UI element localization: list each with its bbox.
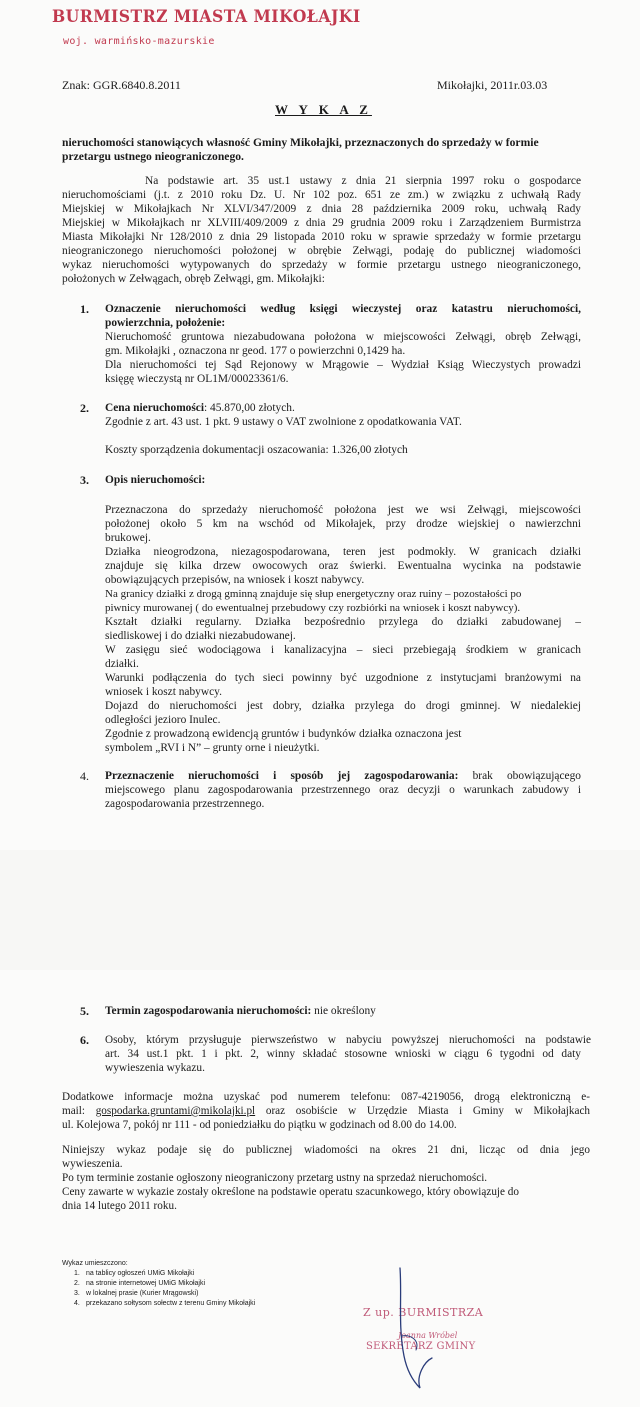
section-2-price-line — [105, 401, 581, 415]
footnote-item-number: 4. — [74, 1300, 80, 1307]
signature-stamp-name: Joanna Wróbel — [398, 1331, 458, 1340]
section-4-number: 4. — [80, 769, 89, 783]
closing-line: Ceny zawarte w wykazie zostały określone na podstawie operatu szacunkowego, który obowiązuje do — [62, 1186, 519, 1198]
section-3-line: W zasięgu sieć wodociągowa i kanalizacyjna – sieci przebiegają środkiem w granicach — [105, 644, 581, 656]
intro-line: Miasta Mikołajki Nr 128/2010 z dnia 29 listopada 2010 roku w sprawie sprzedaży w formie przetargu — [62, 231, 581, 243]
contact-email-label: mail: — [62, 1105, 96, 1117]
section-1-number: 1. — [80, 302, 89, 316]
section-5-number: 5. — [80, 1004, 89, 1018]
section-6-number: 6. — [80, 1033, 89, 1047]
section-3-line: Warunki podłączenia do tych sieci powinny być uzgodnione z instytucjami branżowymi na — [105, 672, 581, 684]
section-5-value: nie określony — [311, 1005, 376, 1017]
section-4-line: miejscowego planu zagospodarowania przestrzennego oraz decyzji o warunkach zabudowy i — [105, 784, 581, 796]
intro-line: nieruchomościami (j.t. z 2010 roku Dz. U. Nr 102 poz. 651 ze zm.) w związku z uchwałą Rady — [62, 189, 581, 201]
document-date: Mikołajki, 2011r.03.03 — [437, 78, 548, 92]
section-3-line: odległości jezioro Inulec. — [105, 714, 221, 726]
paper-band — [0, 850, 640, 970]
subtitle-line-1: nieruchomości stanowiących własność Gminy Mikołajki, przeznaczonych do sprzedaży w formie — [62, 136, 539, 149]
section-2-vat: Zgodnie z art. 43 ust. 1 pkt. 9 ustawy o VAT zwolnione z opodatkowania VAT. — [105, 416, 462, 428]
document-title: W Y K A Z — [275, 102, 372, 117]
section-3-line: wniosek i koszt nabywcy. — [105, 686, 222, 698]
section-3-line: piwnicy murowanej ( do ewentualnej przebudowy czy rozbiórki na wniosek i koszt nabywcy). — [105, 602, 521, 614]
intro-line: Na podstawie art. 35 ust.1 ustawy z dnia 21 sierpnia 1997 roku o gospodarce — [145, 175, 581, 187]
section-3-line: siedliskowej i do działki niezabudowanej. — [105, 630, 296, 642]
signature-stamp-title: SEKRETARZ GMINY — [366, 1341, 476, 1352]
section-3-line: Na granicy działki z drogą gminną znajduje się słup energetyczny oraz ruiny – pozostałości po — [105, 588, 522, 600]
section-3-line: położonej około 5 km na wschód od Mikołajek, przy drodze wiejskiej o nawierzchni — [105, 518, 581, 530]
section-6-line: art. 34 ust.1 pkt. 1 i pkt. 2, winny składać stosowne wnioski w ciągu 6 tygodni od daty — [105, 1048, 581, 1060]
section-5-line — [105, 1004, 581, 1018]
contact-line-2 — [62, 1104, 590, 1118]
footnote-item: w lokalnej prasie (Kurier Mrągowski) — [86, 1290, 199, 1297]
footnote-item-number: 3. — [74, 1290, 80, 1297]
section-4-line: zagospodarowania przestrzennego. — [105, 798, 265, 810]
section-3-line: obowiązujących przepisów, na wniosek i koszt nabywcy. — [105, 574, 365, 586]
footnote-item-number: 1. — [74, 1270, 80, 1277]
contact-line-1: Dodatkowe informacje można uzyskać pod numerem telefonu: 087-4219056, drogą elektroniczną e- — [62, 1091, 590, 1103]
section-1-line: Nieruchomość gruntowa niezabudowana położona w miejscowości Zełwągi, obręb Zełwągi, — [105, 331, 581, 343]
section-2-number: 2. — [80, 401, 89, 415]
closing-line: wywieszenia. — [62, 1158, 123, 1170]
subtitle-line-2: przetargu ustnego nieograniczonego. — [62, 150, 244, 163]
section-3-line: brukowej. — [105, 532, 151, 544]
issuer-stamp-region: woj. warmińsko-mazurskie — [63, 36, 215, 47]
footnote-heading: Wykaz umieszczono: — [62, 1260, 128, 1267]
issuer-stamp-title: BURMISTRZ MIASTA MIKOŁAJKI — [52, 7, 361, 27]
intro-line: nieograniczonego nieruchomości położonej w obrębie Zełwągi, podaję do publicznej wiadomości — [62, 245, 581, 257]
section-6-line: wywieszenia wykazu. — [105, 1062, 205, 1074]
section-3-line: Kształt działki regularny. Działka bezpośrednio przylega do działki zabudowanej – — [105, 616, 581, 628]
section-3-line: symbolem „RVI i N” – grunty orne i nieużytki. — [105, 742, 320, 754]
section-6-line: Osoby, którym przysługuje pierwszeństwo w nabyciu powyższej nieruchomości na podstawie — [105, 1034, 591, 1046]
section-3-number: 3. — [80, 473, 89, 487]
section-3-line: znajduje się kilka drzew owocowych oraz świerki. Ewentualna wycinka na podstawie — [105, 560, 581, 572]
signature-stamp-line-1: Z up. BURMISTRZA — [363, 1306, 484, 1319]
section-3-line: Działka nieogrodzona, niezagospodarowana, teren jest podmokły. W granicach działki — [105, 546, 581, 558]
section-2-price: : 45.870,00 złotych. — [204, 402, 295, 414]
section-4-first-line — [105, 769, 581, 783]
footnote-item: na stronie internetowej UMiG Mikołajki — [86, 1280, 206, 1287]
section-3-line: Zgodnie z prowadzoną ewidencją gruntów i budynków działka oznaczona jest — [105, 728, 462, 740]
section-5-heading: Termin zagospodarowania nieruchomości: — [105, 1005, 312, 1017]
section-3-line: Przeznaczona do sprzedaży nieruchomość położona jest we wsi Zełwągi, miejscowości — [105, 504, 581, 516]
contact-email-link[interactable]: gospodarka.gruntami@mikolajki.pl — [95, 1105, 256, 1117]
section-2-costs: Koszty sporządzenia dokumentacji oszacowania: 1.326,00 złotych — [105, 444, 408, 456]
intro-line: położonych w Zełwągach, obręb Zełwągi, gm. Mikołajki: — [62, 273, 325, 285]
footnote-item: na tablicy ogłoszeń UMiG Mikołajki — [86, 1270, 195, 1277]
closing-line: Po tym terminie zostanie ogłoszony nieograniczony przetarg ustny na sprzedaż nieruchomości. — [62, 1172, 488, 1184]
section-1-line: księgę wieczystą nr OL1M/00023361/6. — [105, 373, 289, 385]
section-3-line: Dojazd do nieruchomości jest dobry, działka przylega do drogi gminnej. W niedalekiej — [105, 700, 581, 712]
contact-line-2-tail: oraz osobiście w Urzędzie Miasta i Gminy w Mikołajkach — [255, 1105, 591, 1117]
section-1-heading: Oznaczenie nieruchomości według księgi wieczystej oraz katastru nieruchomości, — [105, 303, 581, 315]
reference-number: Znak: GGR.6840.8.2011 — [62, 78, 181, 92]
section-3-heading: Opis nieruchomości: — [105, 474, 206, 486]
section-1-heading-cont: powierzchnia, położenie: — [105, 317, 226, 329]
intro-line: Miejskiej w Mikołajkach Nr XLVI/347/2009 z dnia 28 października 2009 roku, uchwałą Rady — [62, 203, 581, 215]
intro-line: wykaz nieruchomości wytypowanych do sprzedaży w formie przetargu ustnego nieograniczonego, — [62, 259, 581, 271]
section-3-line: działki. — [105, 658, 139, 670]
contact-line-3: ul. Kolejowa 7, pokój nr 111 - od poniedziałku do piątku w godzinach od 8.00 do 14.00. — [62, 1119, 457, 1131]
footnote-item: przekazano sołtysom sołectw z terenu Gminy Mikołajki — [86, 1300, 256, 1307]
section-4-first-tail: brak obowiązującego — [458, 770, 581, 782]
closing-line: Niniejszy wykaz podaje się do publicznej wiadomości na okres 21 dni, licząc od dnia jego — [62, 1144, 590, 1156]
section-2-heading: Cena nieruchomości — [105, 402, 205, 414]
closing-line: dnia 14 lutego 2011 roku. — [62, 1200, 177, 1212]
section-1-line: Dla nieruchomości tej Sąd Rejonowy w Mrągowie – Wydział Ksiąg Wieczystych prowadzi — [105, 359, 581, 371]
footnote-item-number: 2. — [74, 1280, 80, 1287]
section-1-line: gm. Mikołajki , oznaczona nr geod. 177 o powierzchni 0,1429 ha. — [105, 345, 406, 357]
intro-line: Miejskiej w Mikołajkach nr XLVIII/409/2009 z dnia 29 grudnia 2009 roku i Zarządzeniem Burmistrza — [62, 217, 581, 229]
section-4-heading: Przeznaczenie nieruchomości i sposób jej zagospodarowania: — [105, 770, 459, 782]
handwritten-signature — [380, 1266, 460, 1396]
